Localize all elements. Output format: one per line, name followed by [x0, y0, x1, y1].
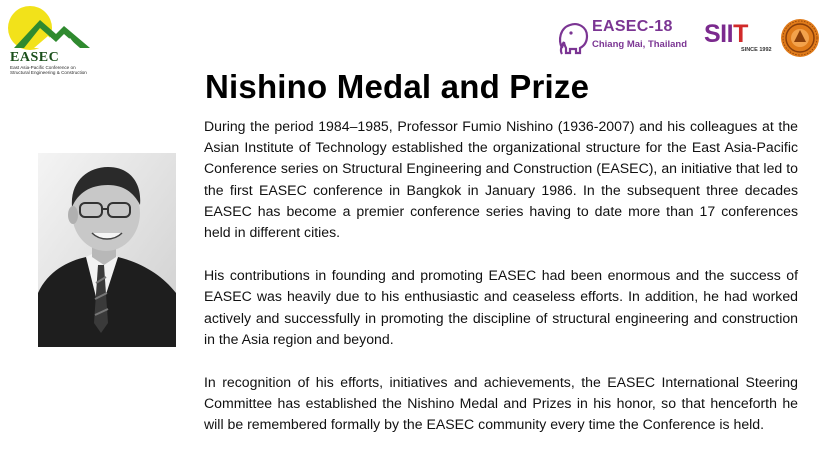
siit-since-text: SINCE 1992: [741, 47, 772, 53]
siit-logo-text: SIIT: [704, 20, 748, 48]
elephant-icon: [556, 18, 590, 56]
easec-logo: [4, 6, 100, 76]
paragraph-recognition: In recognition of his efforts, initiatives and achievements, the EASEC International Steering Committee has established the Nishino Medal and Prizes in his honor, so that henceforth he will be remembered formally by the EASEC community every time the Conference is held.: [204, 374, 798, 433]
paragraph-contributions: His contributions in founding and promoting EASEC had been enormous and the success of EASEC was heavily due to his enthusiastic and ceaseless efforts. In addition, he had worked actively and successfully in promoting the discipline of structural engineering and construction in the Asia region and beyond.: [204, 267, 798, 347]
page-title: Nishino Medal and Prize: [205, 68, 590, 105]
easec-logo-subtitle: East Asia-Pacific Conference on Structural Engineering & Construction: [10, 65, 87, 76]
university-seal-icon: [780, 18, 820, 58]
mountain-roof-icon: [4, 6, 100, 56]
easec-logo-text: EASEC: [10, 50, 60, 65]
sponsor-logos: [556, 16, 824, 60]
portrait-photo: [38, 153, 176, 347]
paragraph-history: During the period 1984–1985, Professor Fumio Nishino (1936-2007) and his colleagues at the Asian Institute of Technology established the organizational structure for the East Asia-Pacific Conference series on Structural Engineering and Construction (EASEC), an initiative that led to the first EASEC conference in Bangkok in January 1986. In the subsequent three decades EASEC has become a premier conference series having to date more than 17 conferences held in different cities.: [204, 118, 798, 241]
conference-location: Chiang Mai, Thailand: [592, 39, 688, 50]
biography-text: [204, 116, 798, 458]
easec18-logo-text: EASEC-18: [592, 18, 673, 35]
